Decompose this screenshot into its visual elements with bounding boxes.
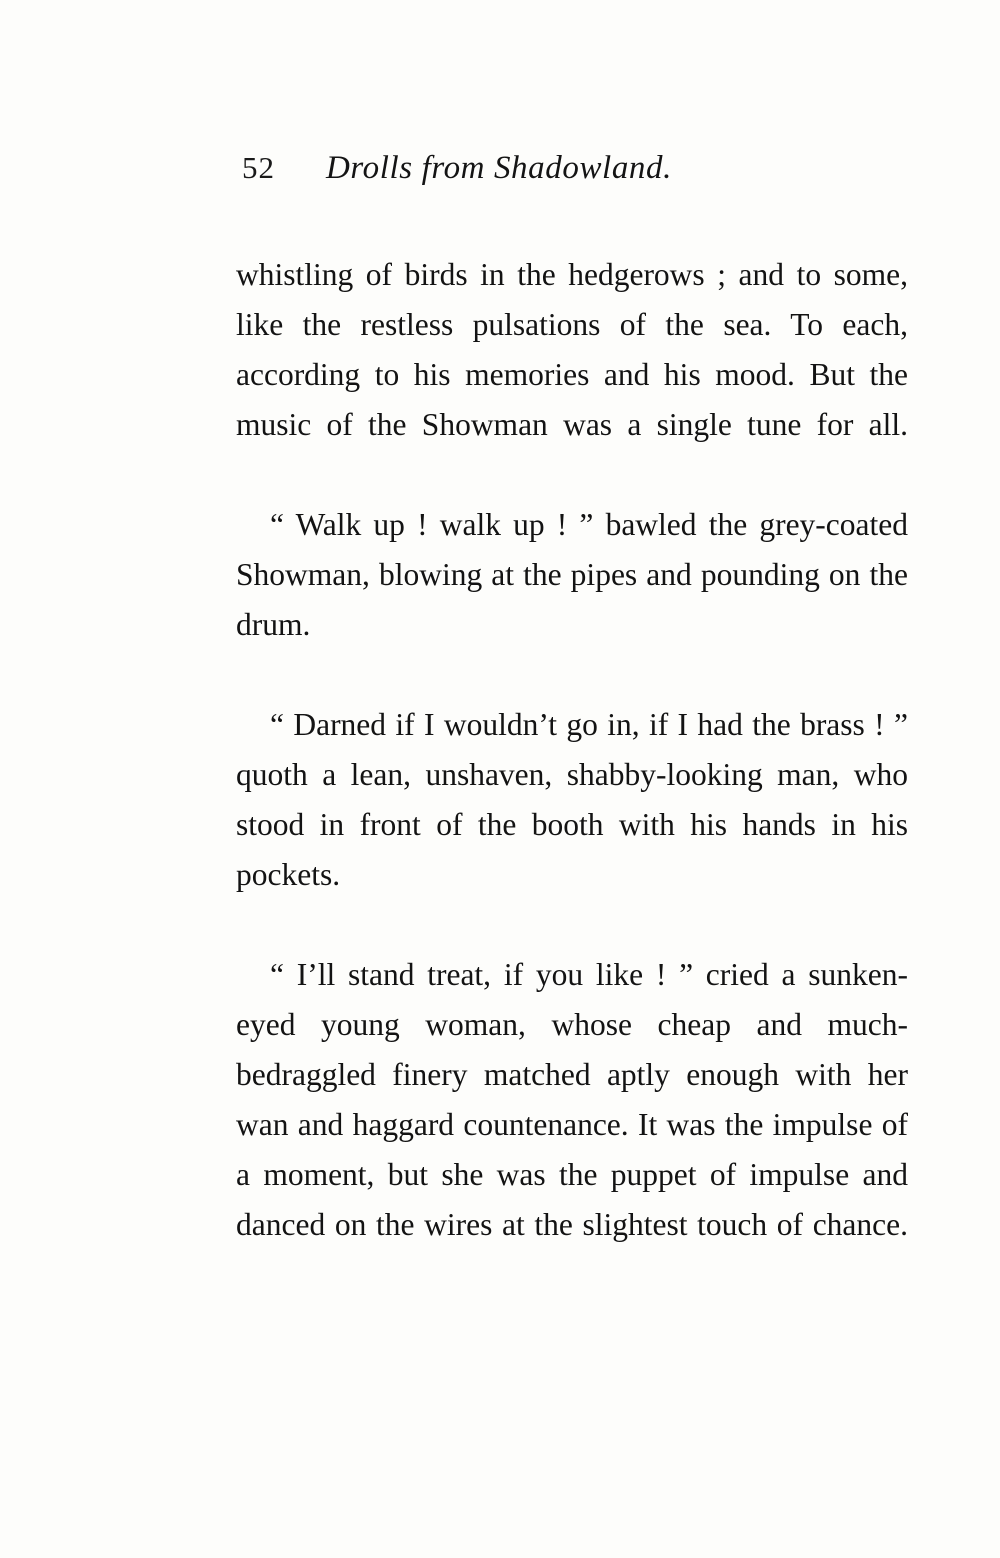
running-head — [236, 150, 908, 196]
paragraph: whistling of birds in the hedgerows ; and to some, like the restless pulsations of the sea. To each, according to his memories and his mood. But the music of the Showman was a single tune for all. — [236, 257, 908, 442]
running-title: Drolls from Shadowland. — [326, 150, 672, 186]
page-content — [236, 150, 908, 1300]
paragraph: “ I’ll stand treat, if you like ! ” cried a sunken-eyed young woman, whose cheap and much-bedraggled finery matched aptly enough with her wan and haggard countenance. It was the impulse of a moment, but she was the puppet of impulse and danced on the wires at the slightest touch of chance. — [236, 957, 908, 1242]
paragraph: “ Darned if I wouldn’t go in, if I had the brass ! ” quoth a lean, unshaven, shabby-looking man, who stood in front of the booth with his hands in his pockets. — [236, 707, 908, 892]
page-number: 52 — [242, 150, 275, 185]
body-text — [236, 250, 908, 1300]
paragraph: “ Walk up ! walk up ! ” bawled the grey-coated Showman, blowing at the pipes and pounding on the drum. — [236, 507, 908, 642]
